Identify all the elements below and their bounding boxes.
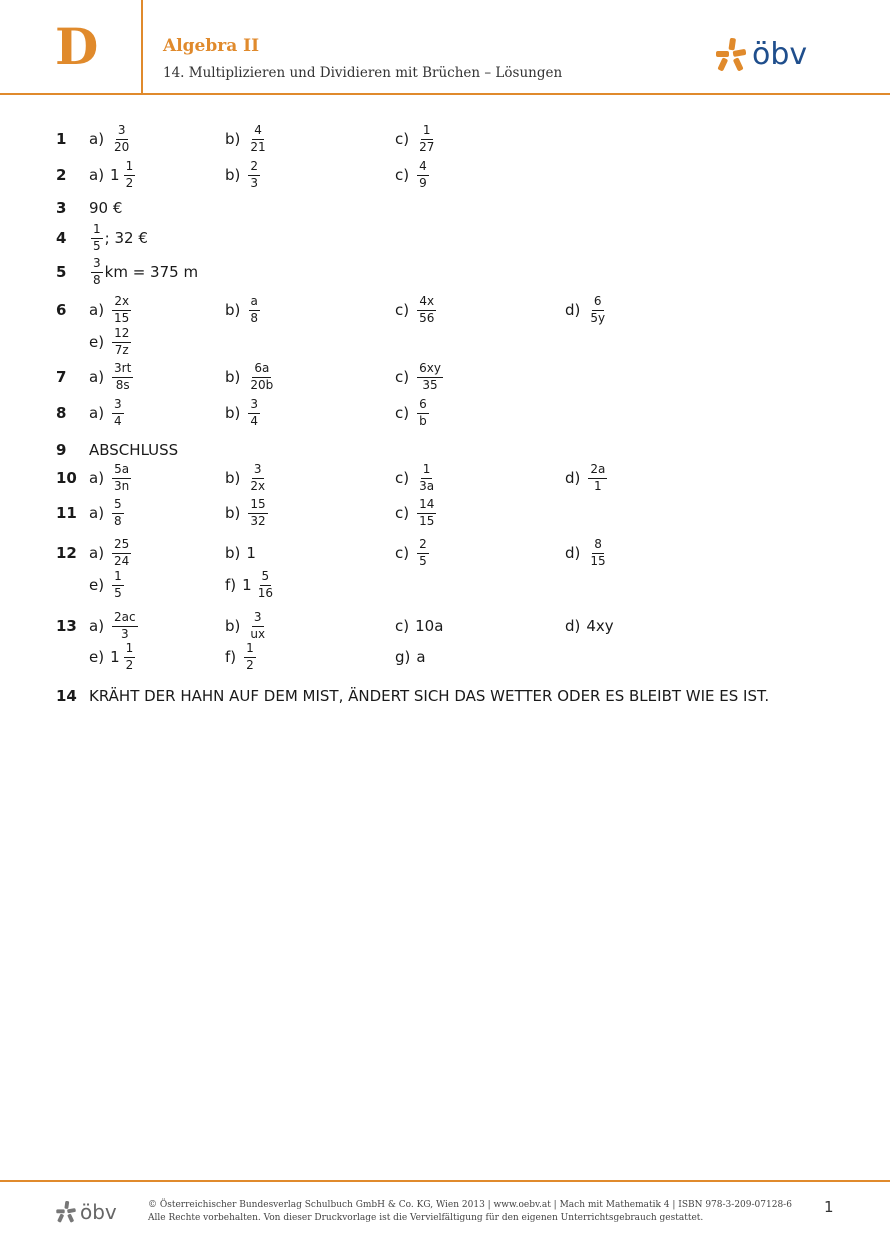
numerator: 3rt xyxy=(112,362,133,377)
denominator: 24 xyxy=(114,553,130,568)
answer-c xyxy=(395,159,431,191)
part-label: a) xyxy=(89,469,105,487)
answer-e xyxy=(89,326,133,358)
fraction xyxy=(91,257,103,287)
fraction xyxy=(417,124,436,154)
fraction xyxy=(417,362,443,392)
fraction xyxy=(256,570,275,600)
logo-text: öbv xyxy=(752,37,808,72)
numerator: 12 xyxy=(112,327,131,342)
answer-c xyxy=(395,397,431,429)
answer-value: 10a xyxy=(415,617,444,635)
fraction xyxy=(112,398,124,428)
numerator: 1 xyxy=(91,223,103,238)
answer-value: 4xy xyxy=(586,617,614,635)
part-label: d) xyxy=(565,617,581,635)
part-label: f) xyxy=(225,576,237,594)
fraction xyxy=(417,538,429,568)
copyright-notice xyxy=(148,1199,792,1225)
copyright-line-1: © Österreichischer Bundesverlag Schulbuch GmbH & Co. KG, Wien 2013 | www.oebv.at | Mach mit Mathematik 4 | ISBN 978-3-209-07128-6 xyxy=(148,1200,792,1210)
part-label: c) xyxy=(395,617,410,635)
part-label: b) xyxy=(225,544,241,562)
numerator: 4 xyxy=(252,124,264,139)
answer-b xyxy=(225,497,270,529)
part-label: a) xyxy=(89,617,105,635)
fraction xyxy=(244,642,256,672)
denominator: 2 xyxy=(125,657,134,672)
fraction xyxy=(417,398,429,428)
task-number: 1 xyxy=(56,130,67,148)
numerator: 4 xyxy=(417,160,429,175)
task-number: 13 xyxy=(56,617,77,635)
fraction xyxy=(112,611,138,641)
task-number: 14 xyxy=(56,687,77,705)
part-label: g) xyxy=(395,648,411,666)
part-label: b) xyxy=(225,504,241,522)
denominator: 27 xyxy=(419,139,435,154)
numerator: 1 xyxy=(124,642,136,657)
numerator: 6 xyxy=(417,398,429,413)
mixed-whole: 1 xyxy=(110,648,120,666)
answer-c xyxy=(395,537,431,569)
numerator: a xyxy=(249,295,260,310)
numerator: 6 xyxy=(592,295,604,310)
denominator: 15 xyxy=(114,310,130,325)
answer-f xyxy=(225,641,258,673)
denominator: 16 xyxy=(257,585,273,600)
denominator: 8s xyxy=(115,377,130,392)
answer-a xyxy=(89,397,126,429)
mixed-whole: 1 xyxy=(110,166,120,184)
part-label: a) xyxy=(89,544,105,562)
fraction xyxy=(112,327,131,357)
numerator: 25 xyxy=(112,538,131,553)
part-label: d) xyxy=(565,544,581,562)
answer-e xyxy=(89,641,137,673)
fraction xyxy=(248,295,260,325)
denominator: 3 xyxy=(121,626,129,641)
denominator: 4 xyxy=(114,413,122,428)
part-label: c) xyxy=(395,504,410,522)
answer-a xyxy=(89,123,133,155)
denominator: 21 xyxy=(250,139,266,154)
answer-c xyxy=(395,123,438,155)
fraction xyxy=(588,538,607,568)
fraction xyxy=(248,362,275,392)
denominator: 56 xyxy=(419,310,435,325)
part-label: a) xyxy=(89,166,105,184)
part-label: b) xyxy=(225,368,241,386)
numerator: 2ac xyxy=(112,611,138,626)
star-icon xyxy=(56,1201,76,1223)
denominator: 5 xyxy=(419,553,427,568)
part-label: a) xyxy=(89,368,105,386)
answer-c xyxy=(395,497,438,529)
denominator: 3 xyxy=(250,175,259,190)
denominator: 1 xyxy=(594,478,602,493)
answer-g xyxy=(395,641,426,673)
part-label: a) xyxy=(89,404,105,422)
answer-c xyxy=(395,462,438,494)
fraction xyxy=(248,498,267,528)
fraction xyxy=(124,160,136,190)
answer-b xyxy=(225,610,269,642)
denominator: b xyxy=(419,413,427,428)
answer-value: KRÄHT DER HAHN AUF DEM MIST, ÄNDERT SICH DAS WETTER ODER ES BLEIBT WIE ES IST. xyxy=(89,687,770,705)
answer-a xyxy=(89,497,126,529)
denominator: 15 xyxy=(419,513,435,528)
part-label: d) xyxy=(565,469,581,487)
answer-text: km = 375 m xyxy=(104,263,199,281)
task-number: 7 xyxy=(56,368,67,386)
numerator: 4x xyxy=(417,295,436,310)
fraction xyxy=(417,498,436,528)
part-label: c) xyxy=(395,404,410,422)
denominator: 4 xyxy=(250,413,259,428)
part-label: b) xyxy=(225,166,241,184)
part-label: c) xyxy=(395,301,410,319)
answer-a xyxy=(89,610,140,642)
task-number: 8 xyxy=(56,404,67,422)
fraction xyxy=(248,160,260,190)
fraction xyxy=(112,124,131,154)
denominator: 8 xyxy=(114,513,122,528)
numerator: 6xy xyxy=(417,362,443,377)
numerator: 2 xyxy=(248,160,260,175)
task-number: 10 xyxy=(56,469,77,487)
denominator: 5 xyxy=(114,585,122,600)
task-number: 4 xyxy=(56,229,67,247)
answer-d xyxy=(565,610,614,642)
part-label: c) xyxy=(395,166,410,184)
denominator: 2 xyxy=(246,657,254,672)
answer-e xyxy=(89,569,126,601)
task-number: 12 xyxy=(56,544,77,562)
denominator: 20b xyxy=(250,377,274,392)
part-label: c) xyxy=(395,130,410,148)
numerator: 1 xyxy=(244,642,256,657)
answer-value: 1 xyxy=(246,544,256,562)
page-title: Algebra II xyxy=(163,36,260,56)
answer-b xyxy=(225,123,270,155)
fraction xyxy=(248,124,267,154)
publisher-logo xyxy=(716,38,807,72)
numerator: 8 xyxy=(592,538,604,553)
page-subtitle: 14. Multiplizieren und Dividieren mit Brüchen – Lösungen xyxy=(163,65,563,81)
footer-divider xyxy=(0,1180,890,1182)
task-number: 5 xyxy=(56,263,67,281)
numerator: 5a xyxy=(112,463,131,478)
task-number: 6 xyxy=(56,301,67,319)
fraction xyxy=(112,463,131,493)
section-letter: D xyxy=(55,17,99,76)
numerator: 2x xyxy=(112,295,131,310)
answer-f xyxy=(225,569,277,601)
answer-b xyxy=(225,397,262,429)
part-label: b) xyxy=(225,469,241,487)
fraction xyxy=(248,611,267,641)
numerator: 3 xyxy=(116,124,128,139)
numerator: 1 xyxy=(421,124,433,139)
numerator: 15 xyxy=(248,498,267,513)
fraction xyxy=(112,362,133,392)
numerator: 5 xyxy=(260,570,272,585)
answer-b xyxy=(225,537,256,569)
denominator: 2x xyxy=(250,478,266,493)
numerator: 3 xyxy=(112,398,124,413)
answer-value: ABSCHLUSS xyxy=(89,441,179,459)
numerator: 2 xyxy=(417,538,429,553)
denominator: 8 xyxy=(93,272,101,287)
star-icon xyxy=(716,38,746,72)
answer-fraction xyxy=(89,222,148,254)
fraction xyxy=(112,570,124,600)
fraction xyxy=(248,398,260,428)
answer-b xyxy=(225,462,269,494)
denominator: 9 xyxy=(419,175,427,190)
numerator: 1 xyxy=(112,570,124,585)
answer-a xyxy=(89,294,133,326)
answer-d xyxy=(565,462,609,494)
part-label: c) xyxy=(395,544,410,562)
fraction xyxy=(417,295,436,325)
numerator: 3 xyxy=(252,611,264,626)
answer-c xyxy=(395,294,438,326)
answer-c xyxy=(395,361,445,393)
answer-text: ; 32 € xyxy=(104,229,148,247)
part-label: b) xyxy=(225,130,241,148)
fraction xyxy=(112,498,124,528)
numerator: 3 xyxy=(252,463,264,478)
answer-text xyxy=(89,680,769,712)
part-label: e) xyxy=(89,333,105,351)
mixed-whole: 1 xyxy=(242,576,252,594)
denominator: 15 xyxy=(590,553,606,568)
denominator: 2 xyxy=(125,175,134,190)
header-divider xyxy=(141,0,143,94)
answer-text xyxy=(89,192,122,224)
fraction xyxy=(124,642,136,672)
numerator: 3 xyxy=(91,257,103,272)
part-label: e) xyxy=(89,648,105,666)
page-header xyxy=(0,0,890,95)
answer-b xyxy=(225,294,262,326)
footer-logo xyxy=(56,1200,117,1224)
part-label: e) xyxy=(89,576,105,594)
denominator: 5 xyxy=(93,238,101,253)
answer-d xyxy=(565,537,610,569)
fraction xyxy=(588,295,607,325)
part-label: f) xyxy=(225,648,237,666)
answer-a xyxy=(89,462,133,494)
answer-a xyxy=(89,361,135,393)
part-label: b) xyxy=(225,404,241,422)
fraction xyxy=(112,538,131,568)
answer-b xyxy=(225,361,277,393)
part-label: a) xyxy=(89,301,105,319)
denominator: 5y xyxy=(590,310,606,325)
numerator: 5 xyxy=(112,498,124,513)
answer-d xyxy=(565,294,609,326)
task-number: 9 xyxy=(56,441,67,459)
footer-logo-text: öbv xyxy=(80,1200,117,1224)
part-label: a) xyxy=(89,504,105,522)
task-number: 11 xyxy=(56,504,77,522)
answer-a xyxy=(89,159,137,191)
fraction xyxy=(112,295,131,325)
denominator: ux xyxy=(250,626,266,641)
fraction xyxy=(91,223,103,253)
denominator: 32 xyxy=(250,513,266,528)
page-number: 1 xyxy=(824,1198,834,1216)
answer-fraction xyxy=(89,256,198,288)
task-number: 3 xyxy=(56,199,67,217)
task-number: 2 xyxy=(56,166,67,184)
numerator: 3 xyxy=(248,398,260,413)
denominator: 35 xyxy=(422,377,438,392)
numerator: 1 xyxy=(124,160,136,175)
denominator: 7z xyxy=(114,342,129,357)
fraction xyxy=(588,463,607,493)
numerator: 14 xyxy=(417,498,436,513)
fraction xyxy=(248,463,267,493)
answer-value: a xyxy=(416,648,426,666)
numerator: 1 xyxy=(421,463,433,478)
denominator: 3a xyxy=(419,478,435,493)
answer-b xyxy=(225,159,262,191)
copyright-line-2: Alle Rechte vorbehalten. Von dieser Druckvorlage ist die Vervielfältigung für den eigenen Unterrichtsgebrauch gestattet. xyxy=(148,1213,704,1224)
part-label: a) xyxy=(89,130,105,148)
part-label: b) xyxy=(225,301,241,319)
fraction xyxy=(417,160,429,190)
denominator: 8 xyxy=(250,310,259,325)
numerator: 6a xyxy=(252,362,271,377)
part-label: b) xyxy=(225,617,241,635)
answer-c xyxy=(395,610,443,642)
part-label: d) xyxy=(565,301,581,319)
fraction xyxy=(417,463,436,493)
denominator: 20 xyxy=(114,139,130,154)
answer-a xyxy=(89,537,133,569)
part-label: c) xyxy=(395,368,410,386)
denominator: 3n xyxy=(114,478,130,493)
numerator: 2a xyxy=(588,463,607,478)
part-label: c) xyxy=(395,469,410,487)
answer-value: 90 € xyxy=(89,199,123,217)
